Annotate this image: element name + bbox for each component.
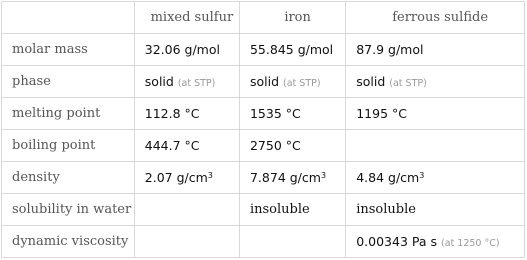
cell-superscript: 3 (320, 171, 327, 180)
corner-header (2, 2, 135, 34)
cell-value: solid (356, 74, 386, 89)
table-cell (239, 194, 345, 226)
row-label: molar mass (2, 34, 135, 66)
cell-note: (at STP) (283, 78, 321, 89)
cell-value: 4.84 g/cm (356, 170, 420, 185)
column-header-iron: iron (239, 2, 345, 34)
table-cell (134, 34, 239, 66)
table-row (2, 194, 525, 226)
table-cell (239, 98, 345, 130)
table-cell (346, 162, 525, 194)
row-label: dynamic viscosity (2, 226, 135, 258)
row-label: boiling point (2, 130, 135, 162)
cell-value: 1535 °C (249, 106, 301, 121)
cell-value: 32.06 g/mol (144, 42, 220, 57)
table-cell (346, 226, 525, 258)
table-cell (134, 98, 239, 130)
column-header-ferrous-sulfide: ferrous sulfide (346, 2, 525, 34)
column-header-mixed-sulfur: mixed sulfur (134, 2, 239, 34)
cell-value: 55.845 g/mol (249, 42, 334, 57)
cell-value: 2750 °C (249, 138, 301, 153)
row-label: density (2, 162, 135, 194)
table-cell (346, 194, 525, 226)
table-row (2, 226, 525, 258)
table-cell (134, 130, 239, 162)
cell-value: 1195 °C (356, 106, 407, 121)
cell-value: insoluble (356, 202, 416, 217)
row-label: melting point (2, 98, 135, 130)
cell-superscript: 3 (207, 171, 213, 180)
table-cell (134, 226, 239, 258)
cell-superscript: 3 (419, 171, 425, 180)
table-cell (239, 34, 345, 66)
table-cell (346, 130, 525, 162)
cell-value: 444.7 °C (144, 138, 200, 153)
table-cell (346, 66, 525, 98)
cell-value: 112.8 °C (144, 106, 200, 121)
table-cell (239, 130, 345, 162)
table-cell (134, 194, 239, 226)
table-cell (239, 226, 345, 258)
cell-value: insoluble (249, 202, 310, 217)
row-label: solubility in water (2, 194, 135, 226)
table-row (2, 162, 525, 194)
table-cell (239, 162, 345, 194)
cell-value: solid (249, 74, 280, 89)
header-row (2, 2, 525, 34)
cell-note: (at STP) (177, 78, 216, 89)
table-cell (134, 162, 239, 194)
table-row (2, 98, 525, 130)
table-cell (346, 34, 525, 66)
properties-table (1, 1, 525, 258)
cell-value: 7.874 g/cm (249, 170, 321, 185)
table-row (2, 66, 525, 98)
table-row (2, 34, 525, 66)
cell-value: 87.9 g/mol (356, 42, 424, 57)
cell-value: 0.00343 Pa s (356, 234, 438, 249)
cell-note: (at STP) (389, 78, 427, 89)
table-row (2, 130, 525, 162)
row-label: phase (2, 66, 135, 98)
table-cell (346, 98, 525, 130)
table-cell (134, 66, 239, 98)
table-cell (239, 66, 345, 98)
cell-value: solid (144, 74, 174, 89)
cell-value: 2.07 g/cm (144, 170, 208, 185)
cell-note: (at 1250 °C) (441, 238, 500, 249)
